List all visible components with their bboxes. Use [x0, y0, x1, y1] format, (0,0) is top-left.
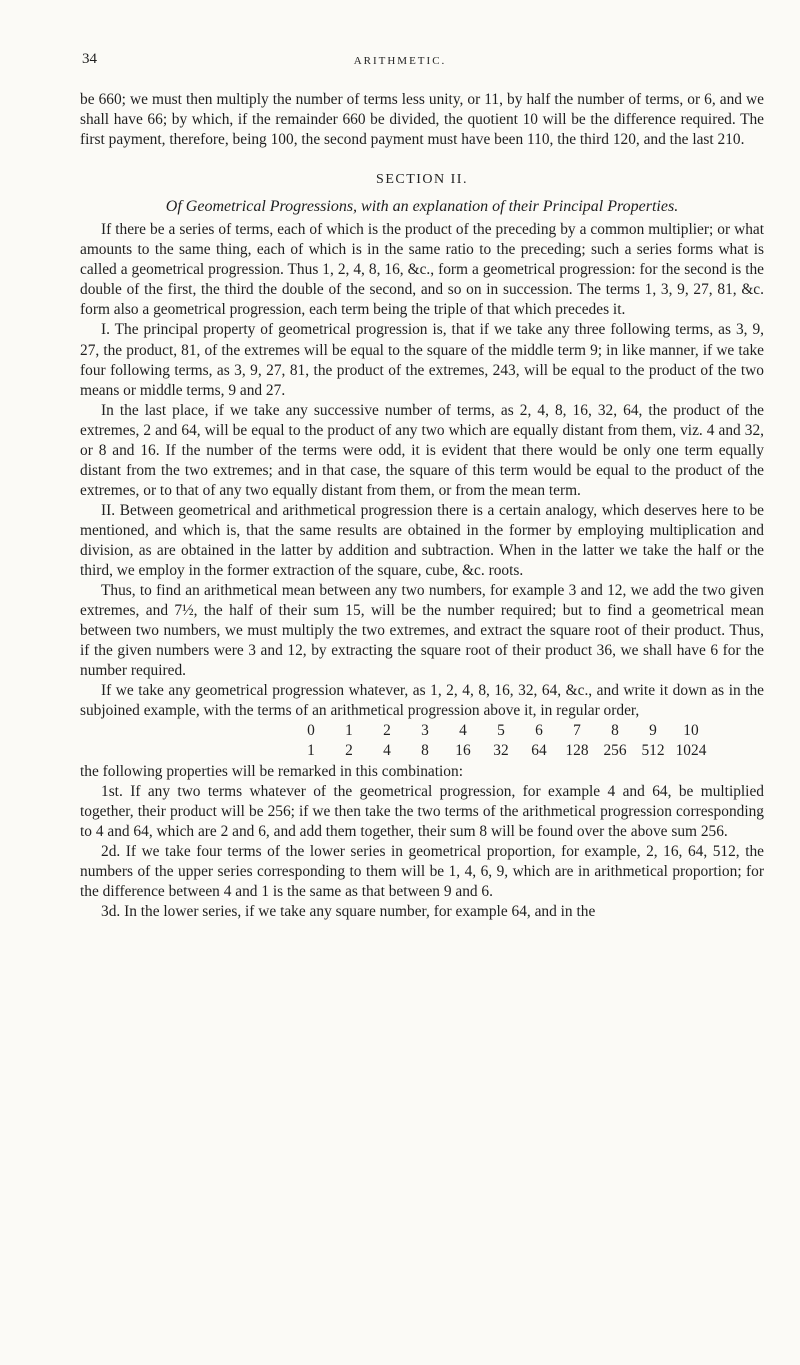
- section-subtitle: Of Geometrical Progressions, with an explanation of their Principal Properties.: [165, 198, 679, 216]
- geometrical-term: 256: [603, 742, 627, 760]
- geometrical-term: 512: [641, 742, 665, 760]
- property-second: 2d. If we take four terms of the lower series in geometrical proportion, for example, 2, 16, 64, 512, the numbers of the upper series corresponding to them will be 1, 4, 6, 9, which are in arithmetical proportion; for the difference between 4 and 1 is the same as that between 9 and 6.: [80, 842, 764, 900]
- paragraph-combination: If we take any geometrical progression whatever, as 1, 2, 4, 8, 16, 32, 64, &c., and write it down as in the subjoined example, with the terms of an arithmetical progression above it, in regular order,: [80, 682, 764, 720]
- paragraph-definition: If there be a series of terms, each of which is the product of the preceding by a common multiplier; or what amounts to the same thing, each of which is in the same ratio to the preceding; such a series forms what is called a geometrical progression. Thus 1, 2, 4, 8, 16, &c., form a geometrical progression: for the second is the double of the first, the third the double of the second, and so on in succession. The terms 1, 3, 9, 27, 81, &c. form also a geometrical progression, each term being the triple of that which precedes it.: [80, 221, 764, 319]
- page-number: 34: [82, 51, 97, 67]
- arithmetical-term: 6: [535, 722, 543, 740]
- geometrical-row: [292, 741, 710, 761]
- continuation-paragraph: be 660; we must then multiply the number of terms less unity, or 11, by half the number of terms, or 6, and we shall have 66; by which, if the remainder 660 be divided, the quotient 10 will be the difference required. The first payment, therefore, being 100, the second payment must have been 110, the third 120, and the last 210.: [80, 91, 764, 149]
- geometrical-term: 1024: [675, 742, 707, 760]
- progression-table: [292, 721, 710, 761]
- arithmetical-term: 4: [459, 722, 467, 740]
- arithmetical-term: 8: [611, 722, 619, 740]
- arithmetical-term: 0: [307, 722, 315, 740]
- paragraph-successive-terms: In the last place, if we take any successive number of terms, as 2, 4, 8, 16, 32, 64, the product of the extremes, 2 and 64, will be equal to the product of any two which are equally distant from them, viz. 4 and 32, or 8 and 16. If the number of the terms were odd, it is evident that there would be only one term equally distant from the two extremes; and in that case, the square of this term would be equal to the product of the extremes, or to that of any two equally distant from them, or from the mean term.: [80, 401, 764, 499]
- arithmetical-term: 7: [573, 722, 581, 740]
- running-head: ARITHMETIC.: [353, 55, 447, 67]
- section-heading: SECTION II.: [376, 172, 468, 188]
- geometrical-term: 2: [345, 742, 353, 760]
- arithmetical-term: 9: [649, 722, 657, 740]
- property-first: 1st. If any two terms whatever of the geometrical progression, for example 4 and 64, be multiplied together, their product will be 256; if we then take the two terms of the arithmetical progression corresponding to 4 and 64, which are 2 and 6, and add them together, their sum 8 will be found over the above sum 256.: [80, 782, 764, 840]
- geometrical-term: 8: [421, 742, 429, 760]
- property-third: 3d. In the lower series, if we take any square number, for example 64, and in the: [101, 902, 596, 920]
- arithmetical-term: 1: [345, 722, 353, 740]
- paragraph-means: Thus, to find an arithmetical mean between any two numbers, for example 3 and 12, we add the two given extremes, and 7½, the half of their sum 15, will be the number required; but to find a geometrical mean between two numbers, we must multiply the two extremes, and extract the square root of their product. Thus, if the given numbers were 3 and 12, by extracting the square root of their product 36, we shall have 6 for the number required.: [80, 582, 764, 680]
- arithmetical-term: 2: [383, 722, 391, 740]
- arithmetical-row: [292, 721, 710, 741]
- arithmetical-term: 10: [683, 722, 699, 740]
- geometrical-term: 4: [383, 742, 391, 760]
- page-body: [80, 90, 764, 922]
- geometrical-term: 32: [493, 742, 509, 760]
- arithmetical-term: 5: [497, 722, 505, 740]
- arithmetical-term: 3: [421, 722, 429, 740]
- geometrical-term: 1: [307, 742, 315, 760]
- after-table-line: the following properties will be remarked in this combination:: [80, 762, 463, 780]
- geometrical-term: 128: [565, 742, 589, 760]
- paragraph-property-two: II. Between geometrical and arithmetical progression there is a certain analogy, which deserves here to be mentioned, and which is, that the same results are obtained in the former by employing multiplication and division, as are obtained in the latter by addition and subtraction. When in the latter we take the half or the third, we employ in the former extraction of the square, cube, &c. roots.: [80, 501, 764, 580]
- paragraph-property-one: I. The principal property of geometrical progression is, that if we take any three following terms, as 3, 9, 27, the product, 81, of the extremes will be equal to the square of the middle term 9; in like manner, if we take four following terms, as 3, 9, 27, 81, the product of the extremes, 243, will be equal to the product of the two means or middle terms, 9 and 27.: [80, 321, 764, 399]
- geometrical-term: 16: [455, 742, 471, 760]
- geometrical-term: 64: [531, 742, 547, 760]
